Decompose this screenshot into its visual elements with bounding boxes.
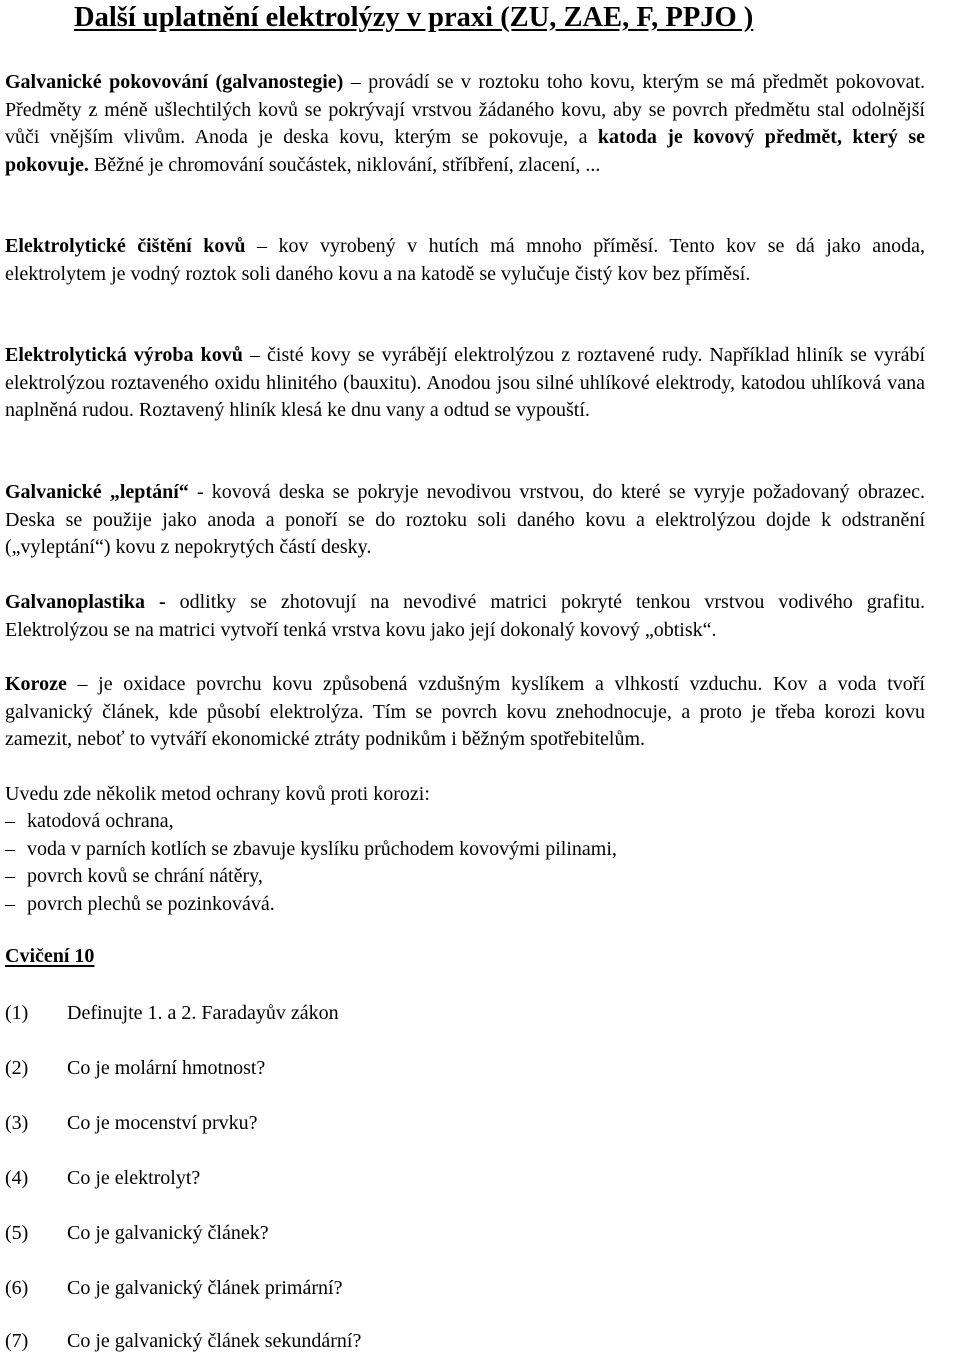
term-galvanic-plating: Galvanické pokovování (galvanostegie) xyxy=(5,71,344,93)
question-text: Co je molární hmotnost? xyxy=(67,1057,266,1079)
paragraph-corrosion xyxy=(5,671,925,754)
question-number: (5) xyxy=(5,1222,29,1244)
question-item xyxy=(5,1165,200,1193)
term-corrosion: Koroze xyxy=(5,673,67,695)
term-galvanic-etching: Galvanické „leptání“ xyxy=(5,481,189,503)
question-item xyxy=(5,1328,361,1356)
list-item xyxy=(5,836,617,864)
term-electrolytic-production: Elektrolytická výroba kovů xyxy=(5,344,243,366)
question-text: Co je elektrolyt? xyxy=(67,1167,201,1189)
paragraph-text: – čisté kovy se vyrábějí elektrolýzou z roztavené rudy. Například hliník se vyrábí elektrolýzou roztaveného oxidu hlinitého (bauxitu). Anodou jsou silné uhlíkové elektrody, katodou uhlíková vana naplněná rudou. Roztavený hliník klesá ke dnu vany a odtud se vypouští. xyxy=(5,344,926,421)
question-item xyxy=(5,1275,342,1303)
list-item xyxy=(5,891,275,919)
question-number: (1) xyxy=(5,1002,29,1024)
question-item xyxy=(5,1000,339,1028)
paragraph-galvanic-plating xyxy=(5,69,925,179)
question-text: Definujte 1. a 2. Faradayův zákon xyxy=(67,1002,339,1024)
paragraph-galvanic-etching xyxy=(5,479,925,562)
question-number: (6) xyxy=(5,1277,29,1299)
paragraph-text: Běžné je chromování součástek, niklování, stříbření, zlacení, ... xyxy=(88,153,601,176)
list-item-text: povrch plechů se pozinkovává. xyxy=(27,893,275,915)
emphasis-cathode: katoda je kovový předmět, který se pokovuje. xyxy=(5,126,925,176)
question-item xyxy=(5,1110,258,1138)
paragraph-text: odlitky se zhotovují na nevodivé matrici pokryté tenkou vrstvou vodivého grafitu. Elektrolýzou se na matrici vytvoří tenká vrstva kovu jako její dokonalý kovový „obtisk“. xyxy=(5,591,926,641)
list-item xyxy=(5,808,174,836)
list-item xyxy=(5,863,263,891)
exercise-title: Cvičení 10 xyxy=(5,945,95,967)
question-text: Co je galvanický článek primární? xyxy=(67,1277,343,1299)
question-number: (4) xyxy=(5,1167,29,1189)
question-text: Co je mocenství prvku? xyxy=(67,1112,258,1134)
list-item-text: voda v parních kotlích se zbavuje kyslíku průchodem kovovými pilinami, xyxy=(27,838,617,860)
page-title: Další uplatnění elektrolýzy v praxi (ZU, ZAE, F, PPJO ) xyxy=(74,2,754,33)
list-item-text: povrch kovů se chrání nátěry, xyxy=(27,865,263,887)
question-number: (2) xyxy=(5,1057,29,1079)
term-electrolytic-cleaning: Elektrolytické čištění kovů xyxy=(5,235,246,257)
dash-bullet: – xyxy=(5,893,15,915)
question-item xyxy=(5,1220,269,1248)
question-number: (7) xyxy=(5,1330,29,1352)
list-item-text: katodová ochrana, xyxy=(27,810,174,832)
methods-intro: Uvedu zde několik metod ochrany kovů proti korozi: xyxy=(5,783,430,805)
paragraph-text: – je oxidace povrchu kovu způsobená vzdušným kyslíkem a vlhkostí vzduchu. Kov a voda tvoří galvanický článek, kde působí elektrolýza. Tím se povrch kovu znehodnocuje, a proto je třeba korozi kovu zamezit, neboť to vytváří ekonomické ztráty podnikům i běžným spotřebitelům. xyxy=(5,673,925,750)
dash-bullet: – xyxy=(5,865,15,887)
paragraph-text: - kovová deska se pokryje nevodivou vrstvou, do které se vyryje požadovaný obrazec. Deska se použije jako anoda a ponoří se do roztoku soli daného kovu a elektrolýzou dojde k odstranění („vyleptání“) kovu z nepokrytých částí desky. xyxy=(5,481,925,558)
question-item xyxy=(5,1055,265,1083)
question-text: Co je galvanický článek sekundární? xyxy=(67,1330,362,1352)
paragraph-electrolytic-cleaning xyxy=(5,233,925,288)
dash-bullet: – xyxy=(5,838,15,860)
paragraph-text: – provádí se v roztoku toho kovu, kterým se má předmět pokovovat. Předměty z méně ušlechtilých kovů se pokrývají vrstvou žádaného kovu, aby se povrch předmětu stal odolnější vůči vnějším vlivům. Anoda je deska kovu, kterým se pokovuje, a xyxy=(5,71,926,148)
question-number: (3) xyxy=(5,1112,29,1134)
term-galvanoplastics: Galvanoplastika - xyxy=(5,591,166,613)
paragraph-galvanoplastics xyxy=(5,589,925,644)
question-text: Co je galvanický článek? xyxy=(67,1222,269,1244)
dash-bullet: – xyxy=(5,810,15,832)
paragraph-electrolytic-production xyxy=(5,342,925,425)
paragraph-text: – kov vyrobený v hutích má mnoho příměsí. Tento kov se dá jako anoda, elektrolytem je vodný roztok soli daného kovu a na katodě se vylučuje čistý kov bez příměsí. xyxy=(5,235,926,285)
